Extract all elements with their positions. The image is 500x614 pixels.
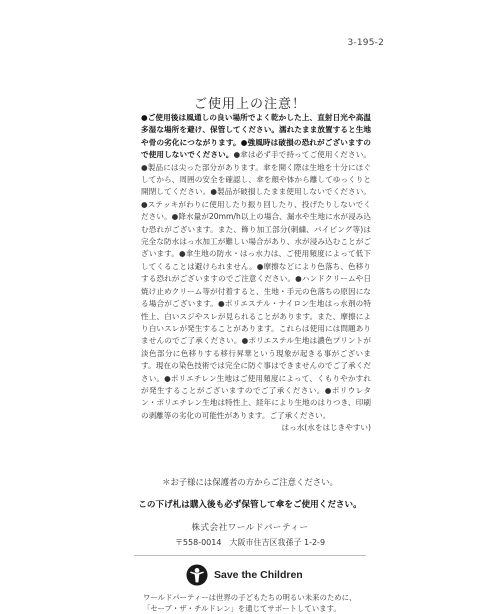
- support-caption: [143, 592, 383, 614]
- logo-text: Save the Children: [214, 569, 303, 581]
- support-caption-line: 「セーブ・ザ・チルドレン」を通じてサポートしています。: [143, 604, 341, 613]
- keep-tag-note: この下げ札は購入後も必ず保管して傘をご使用ください。: [138, 500, 362, 510]
- water-repellent-note: はっ水(水をはじきやすい): [281, 423, 371, 433]
- company-name: 株式会社ワールドパーティー: [191, 523, 309, 533]
- page-title: ご使用上の注意！: [193, 97, 306, 112]
- company-address: 〒558-0014 大阪市住吉区我孫子 1-2-9: [174, 538, 326, 547]
- save-the-children-emblem-icon: [186, 564, 208, 586]
- product-code: 3-195-2: [347, 38, 384, 48]
- caution-paragraph: ●傘は必ず手で持ってご使用ください。●製品には尖った部分があります。傘を開く際は生地を十分にほぐしてから、周囲の安全を確認し、傘を顔や体から離してゆっくりと開閉してください。●製品が破損したまま使用しないでください。●ステッキがわりに使用したり振り回したり、投げたりしないでください。●降水量が20mm/h以上の場合、漏水や生地に水が浸み込む恐れがございます。また、飾り加工部分(刺繍、パイピング等)は完全な防水はっ水加工が難しい場合があり、水が浸み込むことがございます。●傘生地の防水・はっ水力は、ご使用頻度によって低下してくることは避けられません。●摩擦などにより色落ち、色移りする恐れがございますのでご注意ください。●ハンドクリームや日焼け止めクリーム等が付着すると、生地・手元の色落ちの原因になる場合がございます。●ポリエステル・ナイロン生地はっ水剤の特性上、白いスジやスレが見られることがあります。また、摩擦により白いスレが発生することがあります。これらは使用には問題ありませんのでご了承ください。●ポリエステル生地は濃色プリントが淡色部分に色移りする移行昇華という現象が起きる事がございます。現在の染色技術では完全に防ぐ事はできませんのでご了承ください。●ポリエチレン生地はご使用頻度によって、くもりやかすれが発生することがございますのでご了承ください。●ポリウレタン・ポリエチレン生地は特性上、経年により生地のはりつき、印刷の剥離等の劣化の可能性があります。ご了承ください。: [141, 150, 372, 420]
- support-caption-line: ワールドパーティーは世界の子どもたちの明るい未来のために、: [143, 593, 357, 602]
- divider: [134, 555, 366, 556]
- save-the-children-logo: [186, 563, 303, 587]
- caution-bold-intro: ●ご使用後は風通しの良い場所でよく乾かした上、直射日光や高温多湿な場所を避け、保管してください。濡れたまま放置すると生地や骨の劣化につながります。●強風時は破損の恐れがございますので使用しないでください。: [141, 113, 371, 160]
- caution-text-block: [141, 112, 371, 435]
- child-supervision-note: ＊お子様には保護者の方からご注意ください。: [162, 477, 338, 487]
